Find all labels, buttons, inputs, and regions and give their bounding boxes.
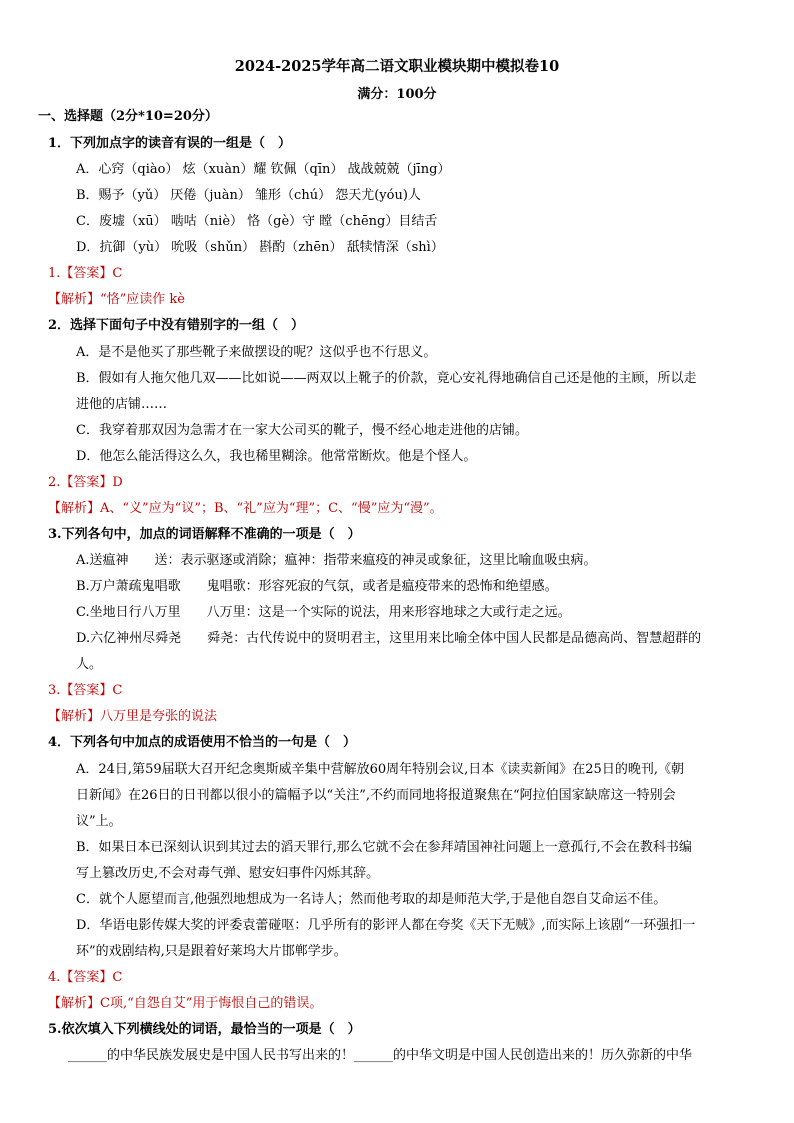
q2-option-c: C．我穿着那双因为急需才在一家大公司买的靴子，慢不经心地走进他的店铺。	[76, 423, 528, 438]
q3-stem: 3.下列各句中，加点的词语解释不准确的一项是（ ）	[48, 527, 361, 542]
q4-option-a-line3: 议”上。	[76, 814, 122, 829]
q2-option-d: D．他怎么能活得这么久，我也稀里糊涂。他常常断炊。他是个怪人。	[76, 449, 477, 464]
q1-analysis: 【解析】“恪”应读作 kè	[48, 292, 185, 307]
exam-title: 2024-2025学年高二语文职业模块期中模拟卷10	[234, 58, 560, 75]
q3-option-d-line1: D.六亿神州尽舜尧 舜尧：古代传说中的贤明君主，这里用来比喻全体中国人民都是品德高尚、智慧超群的	[76, 631, 702, 646]
q3-option-b: B.万户萧疏鬼唱歌 鬼唱歌：形容死寂的气氛，或者是瘟疫带来的恐怖和绝望感。	[76, 579, 558, 594]
q3-option-a: A.送瘟神 送：表示驱逐或消除；瘟神：指带来瘟疫的神灵或象征，这里比喻血吸虫病。	[76, 553, 597, 568]
q2-stem: 2．选择下面句子中没有错别字的一组（ ）	[48, 318, 305, 333]
q4-option-c: C．就个人愿望而言,他强烈地想成为一名诗人；然而他考取的却是师范大学,于是他自怨自艾命运不佳。	[76, 892, 667, 907]
q1-option-d: D．抗御（yù） 吮吸（shǔn） 斟酌（zhēn） 舐犊情深（shì）	[76, 240, 444, 255]
q2-option-b-line1: B．假如有人拖欠他几双——比如说——两双以上靴子的价款，竟心安礼得地确信自己还是他的主顾，所以走	[76, 371, 697, 386]
q3-option-d-line2: 人。	[76, 657, 103, 672]
q4-answer: 4.【答案】C	[48, 970, 123, 985]
q4-option-d-line2: 环”的戏剧结构,只是跟着好莱坞大片邯郸学步。	[76, 944, 347, 959]
q2-option-a: A．是不是他买了那些靴子来做摆设的呢？这似乎也不行思义。	[76, 345, 437, 360]
q1-option-a: A．心窍（qiào） 炫（xuàn）耀 钦佩（qīn） 战战兢兢（jīng）	[76, 162, 451, 177]
q1-option-b: B．赐予（yǔ） 厌倦（juàn） 雏形（chú） 怨天尤(yóu)人	[76, 188, 421, 203]
q1-stem: 1．下列加点字的读音有误的一组是（ ）	[48, 136, 292, 151]
q4-option-b-line2: 写上篡改历史,不会对毒气弹、慰安妇事件闪烁其辞。	[76, 866, 380, 881]
q5-stem: 5.依次填入下列横线处的词语，最恰当的一项是（ ）	[48, 1022, 361, 1037]
full-score: 满分：100分	[357, 87, 437, 102]
q2-option-b-line2: 进他的店铺……	[76, 397, 168, 412]
q1-answer: 1.【答案】C	[48, 266, 123, 281]
q4-option-a-line1: A．24日,第59届联大召开纪念奥斯威辛集中营解放60周年特别会议,日本《读卖新闻》在25日的晚刊,《朝	[76, 762, 684, 777]
q1-option-c: C．废墟（xū） 啮咕（niè） 恪（gè）守 瞠（chēng）目结舌	[76, 214, 438, 229]
q4-option-d-line1: D．华语电影传媒大奖的评委袁蕾碰呕：几乎所有的影评人都在夸奖《天下无贼》,而实际上该剧“一环强扣一	[76, 918, 696, 933]
q3-analysis: 【解析】八万里是夸张的说法	[48, 709, 218, 724]
q2-answer: 2.【答案】D	[48, 475, 123, 490]
q4-stem: 4．下列各句中加点的成语使用不恰当的一句是（ ）	[48, 735, 357, 750]
q4-option-a-line2: 日新闻》在26日的日刊都以很小的篇幅予以“关注”,不约而同地将报道聚焦在“阿拉伯国家缺席这一特别会	[76, 788, 676, 803]
q4-analysis: 【解析】C项,“自怨自艾”用于悔恨自己的错误。	[48, 996, 323, 1011]
q3-option-c: C.坐地日行八万里 八万里：这是一个实际的说法，用来形容地球之大或行走之远。	[76, 605, 571, 620]
q4-option-b-line1: B．如果日本已深刻认识到其过去的滔天罪行,那么它就不会在参拜靖国神社问题上一意孤行,不会在教科书编	[76, 840, 692, 855]
q5-text: ______的中华民族发展史是中国人民书写出来的！______的中华文明是中国人民创造出来的！历久弥新的中华	[68, 1048, 693, 1063]
section-heading: 一、选择题（2分*10=20分）	[38, 109, 218, 124]
q2-analysis: 【解析】A、“义”应为“议”；B、“礼”应为“理”；C、“慢”应为“漫”。	[48, 501, 443, 516]
q3-answer: 3.【答案】C	[48, 683, 123, 698]
